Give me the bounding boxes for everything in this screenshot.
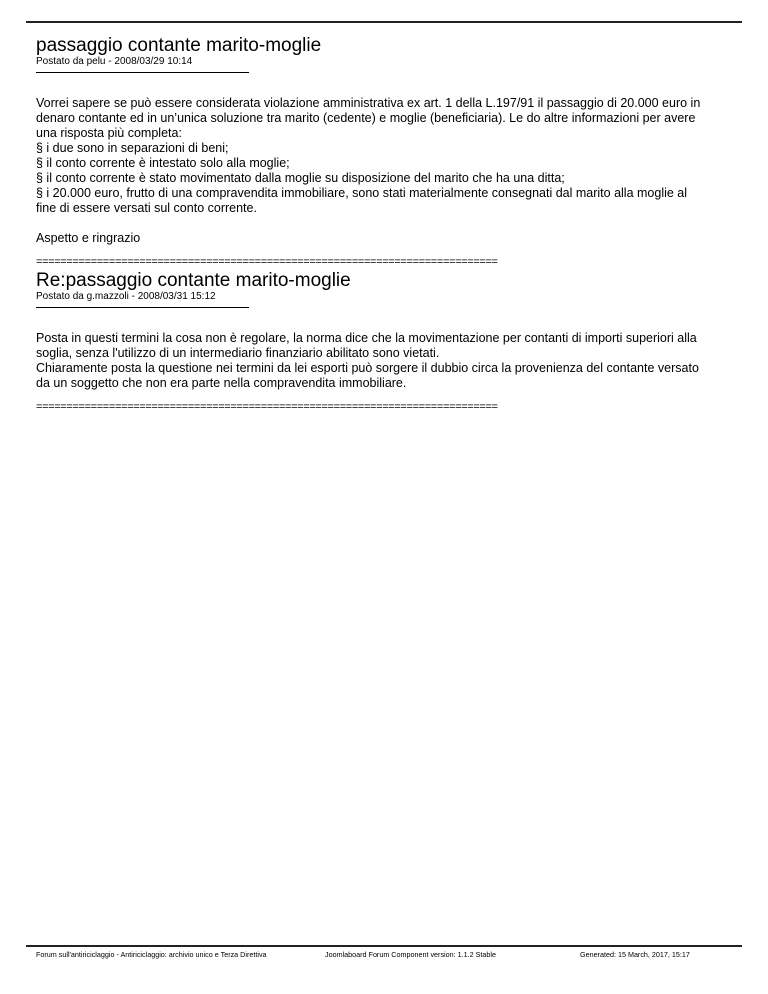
post-meta: Postato da g.mazzoli - 2008/03/31 15:12 xyxy=(36,291,216,302)
top-rule xyxy=(26,21,742,23)
body-line: Posta in questi termini la cosa non è regolare, la norma dice che la movimentazione per contanti di importi superiori alla xyxy=(36,331,697,345)
post-separator: ============================================================================ xyxy=(36,256,498,268)
body-line: § il conto corrente è stato movimentato dalla moglie su disposizione del marito che ha una ditta; xyxy=(36,171,565,185)
meta-divider xyxy=(36,307,249,308)
body-line: soglia, senza l'utilizzo di un intermediario finanziario abilitato sono vietati. xyxy=(36,346,440,360)
body-line: § i 20.000 euro, frutto di una compravendita immobiliare, sono stati materialmente consegnati dal marito alla moglie al xyxy=(36,186,688,200)
post-title: Re:passaggio contante marito-moglie xyxy=(36,270,351,291)
post-title: passaggio contante marito-moglie xyxy=(36,35,322,56)
forum-post xyxy=(36,36,726,268)
body-line: una risposta più completa: xyxy=(36,126,182,140)
body-line: fine di essere versati sul conto corrente. xyxy=(36,201,257,215)
body-line: § i due sono in separazioni di beni; xyxy=(36,141,229,155)
post-body xyxy=(36,96,726,246)
post-meta: Postato da pelu - 2008/03/29 10:14 xyxy=(36,56,193,67)
body-line: denaro contante ed in un’unica soluzione tra marito (cedente) e moglie (beneficiaria). Le do altre informazioni per avere xyxy=(36,111,696,125)
forum-post xyxy=(36,271,726,413)
footer-rule xyxy=(26,945,742,947)
body-line: Vorrei sapere se può essere considerata violazione amministrativa ex art. 1 della L.197/91 il passaggio di 20.000 euro in xyxy=(36,96,701,110)
footer-generated-date: Generated: 15 March, 2017, 15:17 xyxy=(580,950,690,959)
body-line: § il conto corrente è intestato solo alla moglie; xyxy=(36,156,290,170)
body-line: Chiaramente posta la questione nei termini da lei esporti può sorgere il dubbio circa la provenienza del contante versato xyxy=(36,361,699,375)
post-body xyxy=(36,331,726,391)
footer-forum-name: Forum sull'antiriciclaggio - Antiriciclaggio: archivio unico e Terza Direttiva xyxy=(36,950,267,959)
meta-divider xyxy=(36,72,249,73)
footer-component-version: Joomlaboard Forum Component version: 1.1.2 Stable xyxy=(325,950,496,959)
post-separator: ============================================================================ xyxy=(36,401,498,413)
closing-line: Aspetto e ringrazio xyxy=(36,231,141,245)
body-line: da un soggetto che non era parte nella compravendita immobiliare. xyxy=(36,376,407,390)
